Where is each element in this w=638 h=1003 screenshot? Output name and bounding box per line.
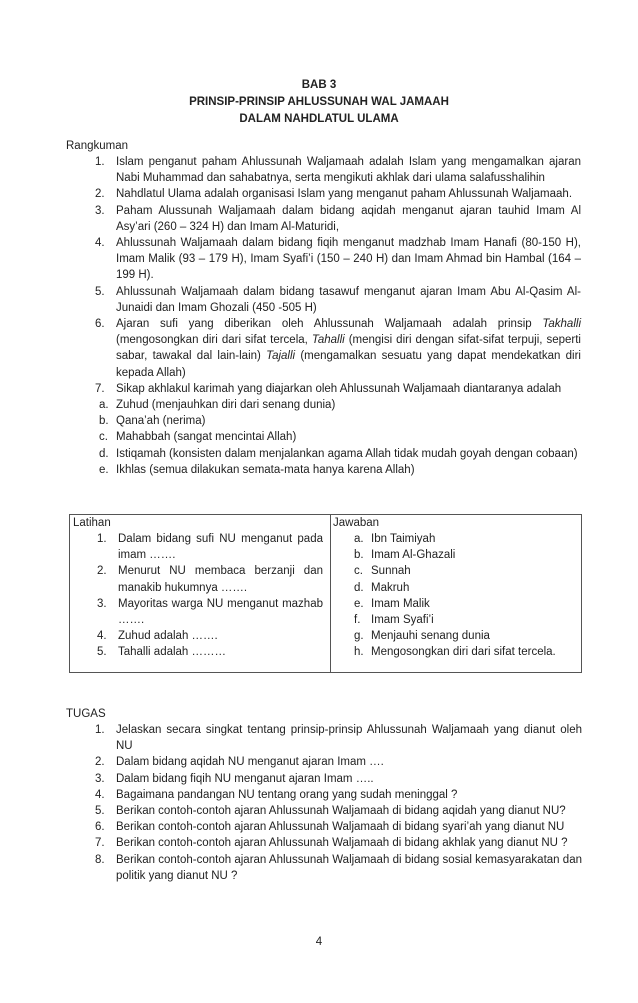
item-number: 4. bbox=[97, 630, 107, 643]
tugas-item bbox=[95, 803, 582, 819]
item-text: Nahdlatul Ulama adalah organisasi Islam yang menganut paham Ahlussunah Waljamaah. bbox=[116, 188, 573, 201]
rangkuman-section bbox=[95, 154, 581, 478]
item-number: 7. bbox=[95, 382, 105, 395]
item-text: Tahalli adalah ……… bbox=[118, 646, 227, 659]
tugas-item bbox=[95, 819, 582, 835]
latihan-item bbox=[97, 644, 323, 660]
subitem-letter: d. bbox=[99, 447, 109, 460]
rangkuman-list bbox=[95, 154, 581, 478]
item-letter: a. bbox=[354, 533, 364, 545]
item-text: Menjauhi senang dunia bbox=[371, 630, 490, 643]
latihan-item bbox=[97, 563, 323, 595]
item-text: Berikan contoh-contoh ajaran Ahlussunah Waljamaah di bidang aqidah yang dianut NU? bbox=[116, 805, 566, 818]
item-text: Imam Malik bbox=[371, 597, 430, 610]
item-letter: e. bbox=[354, 597, 364, 610]
akhlak-subitem bbox=[99, 413, 581, 429]
rangkuman-item bbox=[95, 235, 581, 284]
item-text: Berikan contoh-contoh ajaran Ahlussunah Waljamaah di bidang sosial kemasyarakatan dan politik yang dianut NU ? bbox=[116, 853, 582, 882]
subitem-letter: a. bbox=[99, 399, 109, 412]
item-number: 2. bbox=[95, 756, 105, 769]
item-text: Berikan contoh-contoh ajaran Ahlussunah Waljamaah di bidang akhlak yang dianut NU ? bbox=[116, 837, 568, 850]
term-tajalli: Tajalli bbox=[266, 350, 296, 363]
term-takhalli: Takhalli bbox=[542, 318, 581, 331]
jawaban-item bbox=[354, 628, 576, 644]
jawaban-item bbox=[354, 547, 576, 563]
item-number: 6. bbox=[95, 318, 105, 331]
item-text: Ahlussunah Waljamaah dalam bidang fiqih menganut madzhab Imam Hanafi (80-150 H), Imam Malik (93 – 179 H), Imam Syafi’i (150 – 240 H) dan Imam Ahmad bin Hambal (164 – 199 H). bbox=[116, 237, 581, 282]
item-text-part: Ajaran sufi yang diberikan oleh Ahlussunah Waljamaah adalah prinsip bbox=[116, 318, 543, 331]
item-text: Dalam bidang fiqih NU menganut ajaran Imam ….. bbox=[116, 772, 374, 785]
item-number: 8. bbox=[95, 853, 105, 866]
item-text: Dalam bidang sufi NU menganut pada imam ……. bbox=[118, 533, 323, 562]
rangkuman-item bbox=[95, 203, 581, 235]
rangkuman-item bbox=[95, 284, 581, 316]
item-letter: b. bbox=[354, 549, 364, 562]
tugas-item bbox=[95, 835, 582, 851]
item-number: 2. bbox=[95, 188, 105, 201]
item-number: 1. bbox=[95, 724, 105, 736]
chapter-title-line-1: PRINSIP-PRINSIP AHLUSSUNAH WAL JAMAAH bbox=[189, 96, 449, 108]
tugas-item bbox=[95, 852, 582, 884]
item-text: Jelaskan secara singkat tentang prinsip-prinsip Ahlussunah Waljamaah yang dianut oleh NU bbox=[116, 724, 582, 753]
item-text: Islam penganut paham Ahlussunah Waljamaah adalah Islam yang mengamalkan ajaran Nabi Muhammad dan sahabatnya, serta mengikuti akhlak dari ulama salafusshalihin bbox=[116, 156, 581, 185]
rangkuman-item bbox=[95, 186, 581, 202]
tugas-item bbox=[95, 722, 582, 754]
chapter-number: BAB 3 bbox=[301, 79, 337, 91]
item-text-part: (mengosongkan diri dari sifat tercela, bbox=[116, 334, 312, 347]
item-text: Makruh bbox=[371, 581, 410, 594]
tugas-item bbox=[95, 754, 582, 770]
subitem-text: Qana’ah (nerima) bbox=[116, 415, 206, 428]
subitem-text: Istiqamah (konsisten dalam menjalankan agama Allah tidak mudah goyah dengan cobaan) bbox=[116, 447, 578, 460]
rangkuman-item bbox=[95, 381, 581, 478]
item-number: 5. bbox=[97, 646, 107, 659]
rangkuman-item bbox=[95, 154, 581, 186]
item-text: Sunnah bbox=[371, 565, 411, 578]
item-letter: g. bbox=[354, 630, 364, 643]
item-number: 4. bbox=[95, 237, 105, 250]
jawaban-label: Jawaban bbox=[333, 517, 380, 529]
term-tahalli: Tahalli bbox=[311, 334, 345, 347]
item-number: 1. bbox=[97, 533, 107, 545]
jawaban-item bbox=[354, 612, 576, 628]
item-letter: d. bbox=[354, 581, 364, 594]
item-number: 7. bbox=[95, 837, 105, 850]
subitem-text: Ikhlas (semua dilakukan semata-mata hanya karena Allah) bbox=[116, 463, 415, 476]
akhlak-subitem bbox=[99, 397, 581, 413]
page-number: 4 bbox=[315, 936, 323, 948]
item-letter: h. bbox=[354, 646, 364, 659]
item-number: 2. bbox=[97, 565, 107, 578]
item-text: Dalam bidang aqidah NU menganut ajaran Imam …. bbox=[116, 756, 384, 769]
akhlak-subitem bbox=[99, 446, 581, 462]
tugas-label: TUGAS bbox=[66, 708, 106, 720]
item-text: Ibn Taimiyah bbox=[371, 533, 436, 545]
jawaban-item bbox=[354, 580, 576, 596]
rangkuman-item bbox=[95, 316, 581, 381]
latihan-item bbox=[97, 628, 323, 644]
item-number: 3. bbox=[95, 772, 105, 785]
item-text: Paham Alussunah Waljamaah dalam bidang aqidah menganut ajaran tauhid Imam Al Asy’ari (260 – 324 H) dan Imam Al-Maturidi, bbox=[116, 204, 581, 233]
item-text: Imam Syafi’i bbox=[371, 614, 434, 627]
jawaban-list bbox=[354, 531, 576, 661]
latihan-section bbox=[97, 531, 323, 661]
subitem-letter: c. bbox=[99, 431, 108, 444]
item-text: Imam Al-Ghazali bbox=[371, 549, 456, 562]
jawaban-item bbox=[354, 531, 576, 547]
item-number: 6. bbox=[95, 821, 105, 834]
latihan-item bbox=[97, 531, 323, 563]
tugas-item bbox=[95, 771, 582, 787]
item-letter: f. bbox=[354, 614, 361, 627]
jawaban-item bbox=[354, 644, 576, 660]
item-number: 5. bbox=[95, 805, 105, 818]
rangkuman-label: Rangkuman bbox=[66, 140, 129, 152]
item-text: Zuhud adalah ……. bbox=[118, 630, 218, 643]
item-text: Berikan contoh-contoh ajaran Ahlussunah Waljamaah di bidang syari’ah yang dianut NU bbox=[116, 821, 565, 834]
akhlak-subitem bbox=[99, 429, 581, 445]
item-number: 1. bbox=[95, 156, 105, 168]
table-column-divider bbox=[330, 514, 331, 673]
item-text: Mayoritas warga NU menganut mazhab ……. bbox=[118, 597, 323, 627]
item-text-part: (mengamalkan sesuatu yang dapat mendekatkan diri kepada Allah) bbox=[116, 350, 581, 379]
tugas-item bbox=[95, 787, 582, 803]
item-number: 3. bbox=[95, 204, 105, 217]
item-text: Ahlussunah Waljamaah dalam bidang tasawuf menganut ajaran Imam Abu Al-Qasim Al-Junaidi dan Imam Ghozali (450 -505 H) bbox=[116, 285, 581, 314]
item-number: 4. bbox=[95, 788, 105, 801]
tugas-section bbox=[95, 722, 582, 884]
jawaban-section bbox=[354, 531, 576, 661]
item-text: Menurut NU membaca berzanji dan manakib hukumnya ……. bbox=[118, 565, 323, 594]
item-number: 3. bbox=[97, 597, 107, 610]
latihan-list bbox=[97, 531, 323, 661]
tugas-list bbox=[95, 722, 582, 884]
subitem-text: Mahabbah (sangat mencintai Allah) bbox=[116, 431, 297, 444]
akhlak-sublist bbox=[99, 397, 581, 478]
subitem-letter: e. bbox=[99, 463, 109, 476]
akhlak-subitem bbox=[99, 462, 581, 478]
item-letter: c. bbox=[354, 565, 363, 578]
subitem-text: Zuhud (menjauhkan diri dari senang dunia) bbox=[116, 399, 336, 412]
item-text-part: (mengisi diri dengan sifat-sifat terpuji, seperti sabar, tawakal dal lain-lain) bbox=[116, 334, 581, 363]
subitem-letter: b. bbox=[99, 415, 109, 428]
item-number: 5. bbox=[95, 285, 105, 298]
chapter-title-line-2: DALAM NAHDLATUL ULAMA bbox=[239, 113, 399, 125]
item-text: Mengosongkan diri dari sifat tercela. bbox=[371, 646, 556, 659]
jawaban-item bbox=[354, 596, 576, 612]
item-text: Sikap akhlakul karimah yang diajarkan oleh Ahlussunah Waljamaah diantaranya adalah bbox=[116, 382, 562, 395]
jawaban-item bbox=[354, 563, 576, 579]
latihan-item bbox=[97, 596, 323, 628]
latihan-label: Latihan bbox=[73, 517, 111, 529]
item-text: Bagaimana pandangan NU tentang orang yang sudah meninggal ? bbox=[116, 788, 458, 801]
